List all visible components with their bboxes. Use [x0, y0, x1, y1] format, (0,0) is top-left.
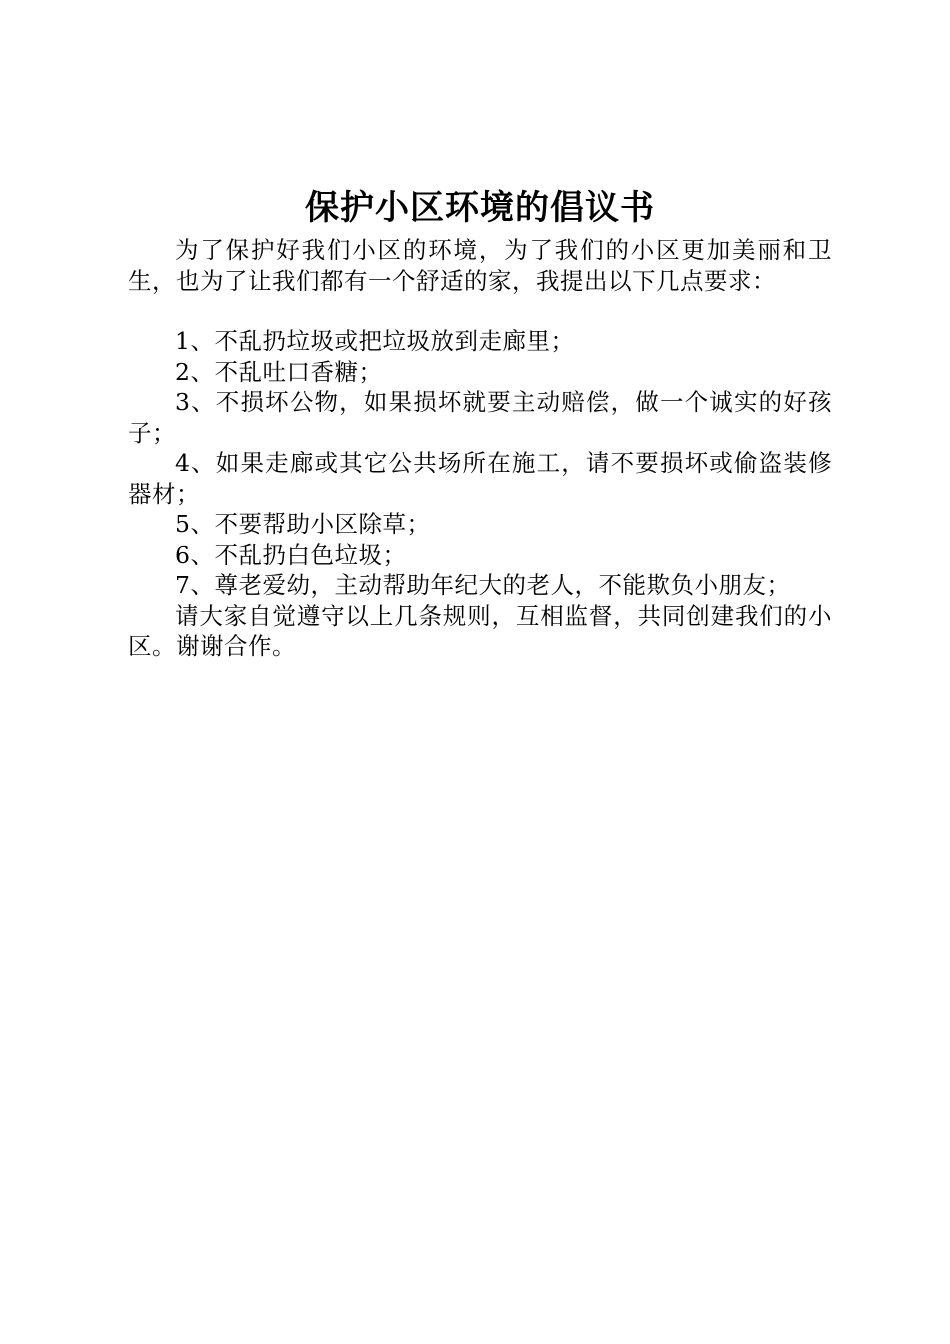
list-item: 1、不乱扔垃圾或把垃圾放到走廊里；	[175, 327, 575, 355]
list-item: 5、不要帮助小区除草；	[175, 510, 431, 538]
paragraph-spacer	[128, 296, 832, 326]
list-item: 6、不乱扔白色垃圾；	[175, 540, 407, 569]
list-item: 4、如果走廊或其它公共场所在施工，请不要损坏或偷盗装修器材；	[128, 449, 832, 508]
intro-paragraph: 为了保护好我们小区的环境，为了我们的小区更加美丽和卫生，也为了让我们都有一个舒适的家，我提出以下几点要求：	[128, 236, 832, 295]
document-title: 保护小区环境的倡议书	[305, 188, 655, 228]
document-body	[128, 185, 832, 662]
list-item: 7、尊老爱幼，主动帮助年纪大的老人，不能欺负小朋友；	[175, 571, 791, 599]
list-item: 2、不乱吐口香糖；	[175, 357, 383, 386]
list-item: 3、不损坏公物，如果损坏就要主动赔偿，做一个诚实的好孩子；	[128, 388, 832, 447]
closing-paragraph: 请大家自觉遵守以上几条规则，互相监督，共同创建我们的小区。谢谢合作。	[128, 601, 832, 660]
